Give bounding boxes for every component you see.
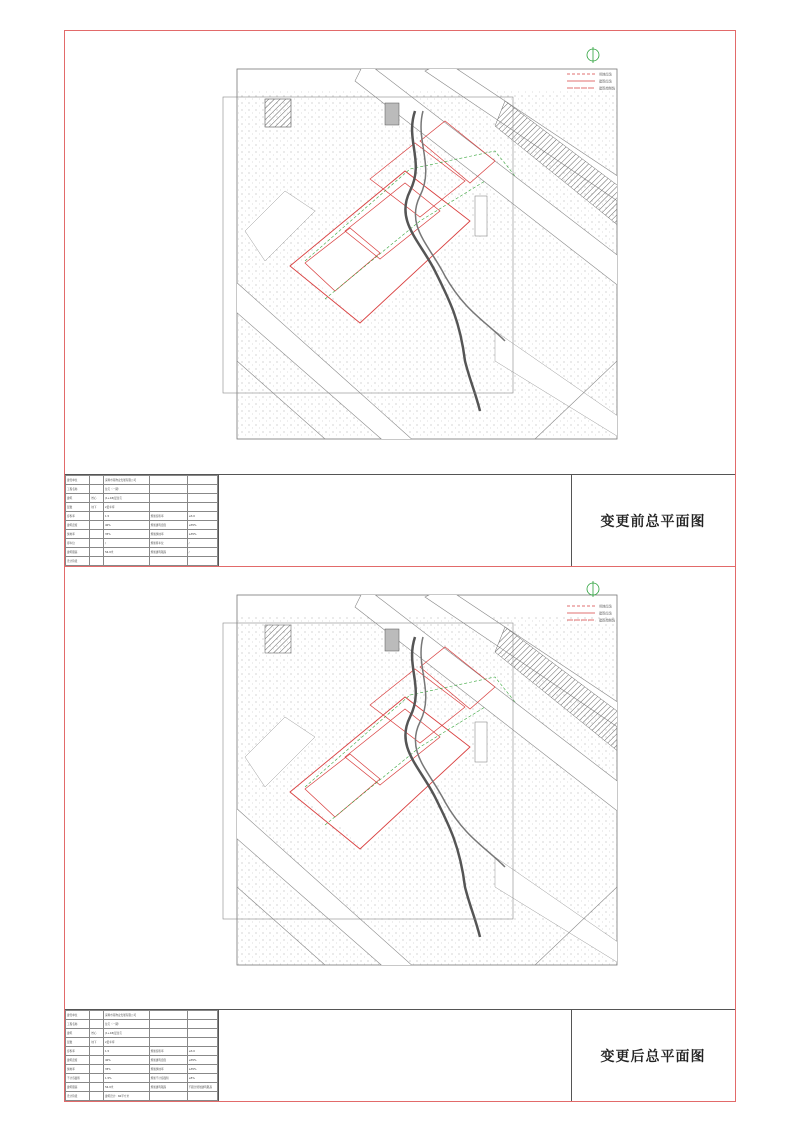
table-cell: 规划容积率 (149, 1047, 187, 1056)
table-cell: 40% (103, 521, 149, 530)
table-cell: 规划建筑限高 (149, 1083, 187, 1092)
table-cell: 1.5% (103, 1074, 149, 1083)
table-cell: 建设单位 (66, 476, 90, 485)
table-row (66, 1083, 218, 1092)
table-cell: 建筑设计：60平方米 (103, 1092, 149, 1101)
blank-cell (219, 1010, 572, 1101)
table-row (66, 512, 218, 521)
legend-label-3: 建筑控制线 (599, 86, 615, 91)
table-row (66, 1047, 218, 1056)
table-cell (90, 1092, 104, 1101)
table-cell: 建筑限高 (66, 548, 90, 557)
table-cell: 地下 (90, 503, 104, 512)
table-cell: 容积率 (66, 512, 90, 521)
table-cell: 规划容积率 (149, 512, 187, 521)
project-info-table (65, 1010, 219, 1101)
table-cell (90, 1083, 104, 1092)
table-cell (90, 512, 104, 521)
table-cell: 35% (103, 530, 149, 539)
table-row (66, 503, 218, 512)
table-cell (90, 476, 104, 485)
table-cell: 建筑密度 (66, 521, 90, 530)
table-cell: 规划绿地率 (149, 530, 187, 539)
table-cell: 工程名称 (66, 1020, 90, 1029)
table-row (66, 1038, 218, 1047)
table-row (66, 530, 218, 539)
table-cell: 不超过规划建筑限高 (187, 1083, 217, 1092)
table-cell: 工程名称 (66, 485, 90, 494)
table-cell (187, 1029, 217, 1038)
table-row (66, 539, 218, 548)
table-row (66, 1029, 218, 1038)
table-cell (103, 557, 149, 566)
table-cell (187, 503, 217, 512)
table-cell (187, 494, 217, 503)
table-cell: 建设单位 (66, 1011, 90, 1020)
table-cell (90, 485, 104, 494)
table-cell: 绿地率 (66, 1065, 90, 1074)
table-row (66, 521, 218, 530)
legend-label-2: 建筑红线 (599, 79, 612, 84)
table-cell (149, 1092, 187, 1101)
table-cell: 规划建筑限高 (149, 548, 187, 557)
table-row (66, 548, 218, 557)
table-cell (149, 1038, 187, 1047)
table-cell: 停车位 (66, 539, 90, 548)
table-cell: ≥35% (187, 530, 217, 539)
table-cell (90, 1047, 104, 1056)
table-cell (187, 1092, 217, 1101)
table-cell (149, 1020, 187, 1029)
table-cell (187, 485, 217, 494)
table-cell (149, 1029, 187, 1038)
table-cell (90, 1020, 104, 1029)
table-cell: 2层车库 (103, 503, 149, 512)
table-cell: 规划停车位 (149, 539, 187, 548)
table-cell (149, 485, 187, 494)
table-cell: 建筑 (66, 494, 90, 503)
table-cell: 深圳市某物业发展有限公司 (103, 476, 149, 485)
table-cell: 设计阶段 (66, 1092, 90, 1101)
table-cell (187, 1038, 217, 1047)
sheet-before (64, 30, 736, 567)
table-cell (187, 1011, 217, 1020)
table-cell (90, 1056, 104, 1065)
table-cell (187, 1020, 217, 1029)
table-cell (90, 1074, 104, 1083)
sheet-after (64, 566, 736, 1102)
table-cell: 住宅（一期） (103, 1020, 149, 1029)
table-row (66, 1065, 218, 1074)
table-cell (187, 476, 217, 485)
table-cell: 1.5 (103, 512, 149, 521)
sheet-title: 变更前总平面图 (600, 513, 706, 530)
table-cell: 56.9米 (103, 548, 149, 557)
table-cell: / (187, 539, 217, 548)
table-cell: 35% (103, 1065, 149, 1074)
table-row (66, 485, 218, 494)
table-cell (90, 557, 104, 566)
table-cell: 40% (103, 1056, 149, 1065)
site-plan-after (65, 567, 737, 1011)
table-cell: 地下 (90, 1038, 104, 1047)
table-cell: 建筑 (66, 1029, 90, 1038)
legend-label-1: 用地红线 (599, 72, 612, 77)
table-cell: 建筑限高 (66, 1083, 90, 1092)
table-row (66, 494, 218, 503)
table-cell: (1+18)层住宅 (103, 494, 149, 503)
table-cell: / (187, 548, 217, 557)
table-cell: 规划绿地率 (149, 1065, 187, 1074)
north-arrow-icon (587, 581, 599, 597)
table-cell: (1+18)层住宅 (103, 1029, 149, 1038)
table-cell: ≤5% (187, 1074, 217, 1083)
legend-label-1: 用地红线 (599, 604, 612, 609)
sheet-title: 变更后总平面图 (600, 1048, 706, 1065)
title-block (65, 474, 735, 566)
table-cell: 2层车库 (103, 1038, 149, 1047)
table-cell: 深圳市某物业发展有限公司 (103, 1011, 149, 1020)
table-cell (90, 521, 104, 530)
table-row (66, 1011, 218, 1020)
table-row (66, 557, 218, 566)
table-cell: 容积率 (66, 1047, 90, 1056)
table-cell: 建筑密度 (66, 1056, 90, 1065)
table-cell: 住宅（一期） (103, 485, 149, 494)
table-cell (149, 1011, 187, 1020)
table-cell: 规划建筑密度 (149, 521, 187, 530)
legend-label-3: 建筑控制线 (599, 618, 615, 623)
table-cell: 绿地率 (66, 530, 90, 539)
table-row (66, 1056, 218, 1065)
table-cell (149, 476, 187, 485)
table-cell (90, 548, 104, 557)
table-cell: ≤35% (187, 521, 217, 530)
table-cell: 56.9米 (103, 1083, 149, 1092)
table-cell (149, 557, 187, 566)
table-cell: 层数 (66, 503, 90, 512)
table-cell: 1.5 (103, 1047, 149, 1056)
table-cell: / (103, 539, 149, 548)
project-info-table (65, 475, 219, 566)
site-plan-before (65, 31, 737, 476)
table-row (66, 1074, 218, 1083)
table-cell: ≥35% (187, 1065, 217, 1074)
table-cell: ≤35% (187, 1056, 217, 1065)
table-row (66, 1092, 218, 1101)
table-cell: 设计阶段 (66, 557, 90, 566)
table-cell (90, 530, 104, 539)
table-cell: ≤3.0 (187, 512, 217, 521)
table-cell: ≤3.0 (187, 1047, 217, 1056)
table-cell: 规划不计容面积 (149, 1074, 187, 1083)
table-cell (149, 494, 187, 503)
legend-label-2: 建筑红线 (599, 611, 612, 616)
table-row (66, 1020, 218, 1029)
table-cell: 规划建筑密度 (149, 1056, 187, 1065)
blank-cell (219, 475, 572, 566)
table-cell: 核心 (90, 1029, 104, 1038)
table-cell (90, 1065, 104, 1074)
title-block (65, 1009, 735, 1101)
table-cell: 不计容面积 (66, 1074, 90, 1083)
table-row (66, 476, 218, 485)
north-arrow-icon (587, 47, 599, 63)
table-cell (90, 539, 104, 548)
table-cell: 层数 (66, 1038, 90, 1047)
table-cell (187, 557, 217, 566)
table-cell (90, 1011, 104, 1020)
table-cell: 核心 (90, 494, 104, 503)
table-cell (149, 503, 187, 512)
